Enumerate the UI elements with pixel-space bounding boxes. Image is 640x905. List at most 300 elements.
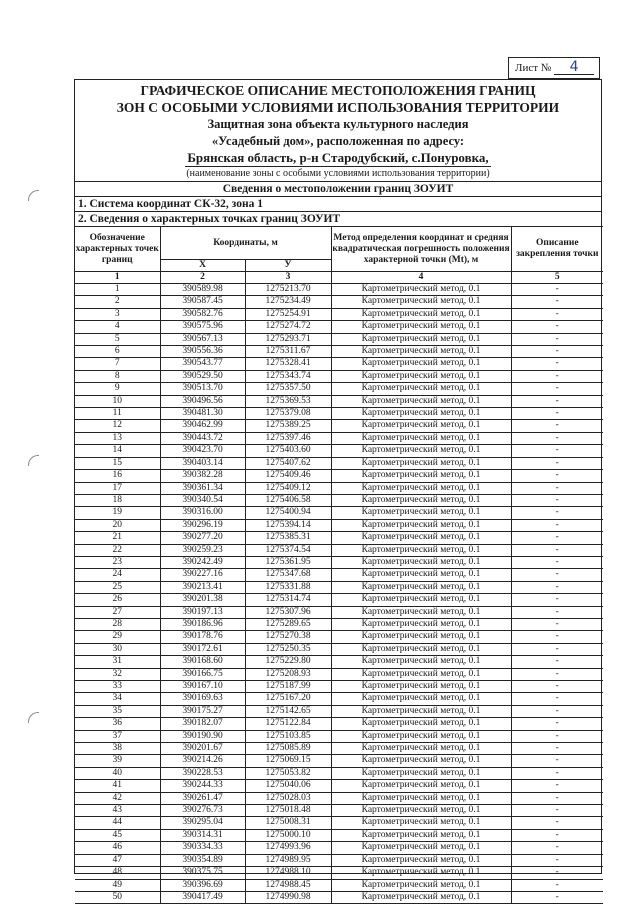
subtitle-line-1: Защитная зона объекта культурного наследия	[207, 117, 469, 131]
method-cell: Картометрический метод, 0.1	[331, 879, 511, 891]
point-id-cell: 25	[75, 581, 160, 593]
table-row	[75, 656, 603, 668]
point-id-cell: 23	[75, 556, 160, 568]
method-cell: Картометрический метод, 0.1	[331, 432, 511, 444]
fixing-description-cell: -	[511, 817, 603, 829]
method-cell: Картометрический метод, 0.1	[331, 594, 511, 606]
points-table	[75, 226, 603, 904]
y-coordinate-cell: 1275229.80	[245, 656, 331, 668]
table-row	[75, 842, 603, 854]
method-cell: Картометрический метод, 0.1	[331, 470, 511, 482]
table-row	[75, 296, 603, 308]
x-coordinate-cell: 390462.99	[160, 420, 245, 432]
method-cell: Картометрический метод, 0.1	[331, 693, 511, 705]
method-cell: Картометрический метод, 0.1	[331, 842, 511, 854]
points-section-title: 2. Сведения о характерных точках границ ЗОУИТ	[75, 211, 601, 226]
fixing-description-cell: -	[511, 879, 603, 891]
y-coordinate-cell: 1275369.53	[245, 395, 331, 407]
point-id-cell: 40	[75, 767, 160, 779]
method-cell: Картометрический метод, 0.1	[331, 668, 511, 680]
table-row	[75, 631, 603, 643]
subtitle-line-2: «Усадебный дом», расположенная по адресу:	[211, 133, 465, 148]
y-coordinate-cell: 1275307.96	[245, 606, 331, 618]
y-coordinate-cell: 1275379.08	[245, 408, 331, 420]
y-coordinate-cell: 1274988.45	[245, 879, 331, 891]
y-coordinate-cell: 1275409.12	[245, 482, 331, 494]
fixing-description-cell: -	[511, 730, 603, 742]
point-id-cell: 45	[75, 829, 160, 841]
fixing-description-cell: -	[511, 519, 603, 531]
x-coordinate-cell: 390334.33	[160, 842, 245, 854]
method-cell: Картометрический метод, 0.1	[331, 805, 511, 817]
point-id-cell: 8	[75, 370, 160, 382]
method-cell: Картометрический метод, 0.1	[331, 631, 511, 643]
table-row	[75, 817, 603, 829]
fixing-description-cell: -	[511, 693, 603, 705]
x-coordinate-cell: 390513.70	[160, 383, 245, 395]
method-cell: Картометрический метод, 0.1	[331, 705, 511, 717]
fixing-description-cell: -	[511, 643, 603, 655]
y-coordinate-cell: 1274988.10	[245, 867, 331, 879]
fixing-description-cell: -	[511, 792, 603, 804]
method-cell: Картометрический метод, 0.1	[331, 383, 511, 395]
point-id-cell: 16	[75, 470, 160, 482]
x-coordinate-cell: 390277.20	[160, 532, 245, 544]
method-cell: Картометрический метод, 0.1	[331, 581, 511, 593]
fixing-description-cell: -	[511, 705, 603, 717]
table-row	[75, 494, 603, 506]
y-coordinate-cell: 1275122.84	[245, 718, 331, 730]
coordinate-system: 1. Система координат СК-32, зона 1	[75, 196, 601, 211]
point-id-cell: 14	[75, 445, 160, 457]
fixing-description-cell: -	[511, 321, 603, 333]
x-coordinate-cell: 390382.28	[160, 470, 245, 482]
x-coordinate-cell: 390178.76	[160, 631, 245, 643]
table-row	[75, 718, 603, 730]
method-cell: Картометрический метод, 0.1	[331, 519, 511, 531]
point-id-cell: 42	[75, 792, 160, 804]
x-coordinate-cell: 390417.49	[160, 891, 245, 903]
table-row	[75, 693, 603, 705]
y-coordinate-cell: 1275000.10	[245, 829, 331, 841]
table-row	[75, 643, 603, 655]
y-coordinate-cell: 1275314.74	[245, 594, 331, 606]
x-coordinate-cell: 390496.56	[160, 395, 245, 407]
table-row	[75, 445, 603, 457]
y-coordinate-cell: 1274989.95	[245, 854, 331, 866]
fixing-description-cell: -	[511, 656, 603, 668]
table-row	[75, 743, 603, 755]
method-cell: Картометрический метод, 0.1	[331, 780, 511, 792]
y-coordinate-cell: 1275343.74	[245, 370, 331, 382]
y-coordinate-cell: 1275406.58	[245, 494, 331, 506]
table-row	[75, 569, 603, 581]
x-coordinate-cell: 390354.89	[160, 854, 245, 866]
fixing-description-cell: -	[511, 569, 603, 581]
point-id-cell: 1	[75, 284, 160, 296]
fixing-description-cell: -	[511, 346, 603, 358]
method-cell: Картометрический метод, 0.1	[331, 743, 511, 755]
y-coordinate-cell: 1275270.38	[245, 631, 331, 643]
y-coordinate-cell: 1275289.65	[245, 618, 331, 630]
method-cell: Картометрический метод, 0.1	[331, 792, 511, 804]
column-header-method: Метод определения координат и средняя квадратическая погрешность положения характерной точки (Мt), м	[331, 227, 511, 272]
fixing-description-cell: -	[511, 420, 603, 432]
point-id-cell: 27	[75, 606, 160, 618]
scan-hole-mark	[28, 455, 39, 466]
point-id-cell: 26	[75, 594, 160, 606]
fixing-description-cell: -	[511, 370, 603, 382]
fixing-description-cell: -	[511, 507, 603, 519]
x-coordinate-cell: 390314.31	[160, 829, 245, 841]
point-id-cell: 22	[75, 544, 160, 556]
point-id-cell: 13	[75, 432, 160, 444]
table-row	[75, 519, 603, 531]
point-id-cell: 32	[75, 668, 160, 680]
document-frame	[74, 79, 602, 902]
column-header-coordinates: Координаты, м	[160, 227, 331, 260]
column-number-2: 2	[160, 272, 245, 284]
method-cell: Картометрический метод, 0.1	[331, 358, 511, 370]
y-coordinate-cell: 1275085.89	[245, 743, 331, 755]
y-coordinate-cell: 1275069.15	[245, 755, 331, 767]
table-row	[75, 730, 603, 742]
method-cell: Картометрический метод, 0.1	[331, 445, 511, 457]
y-coordinate-cell: 1275361.95	[245, 556, 331, 568]
y-coordinate-cell: 1275008.31	[245, 817, 331, 829]
y-coordinate-cell: 1275142.65	[245, 705, 331, 717]
x-coordinate-cell: 390296.19	[160, 519, 245, 531]
point-id-cell: 6	[75, 346, 160, 358]
x-coordinate-cell: 390242.49	[160, 556, 245, 568]
point-id-cell: 39	[75, 755, 160, 767]
y-coordinate-cell: 1274993.96	[245, 842, 331, 854]
x-coordinate-cell: 390175.27	[160, 705, 245, 717]
method-cell: Картометрический метод, 0.1	[331, 730, 511, 742]
x-coordinate-cell: 390182.07	[160, 718, 245, 730]
y-coordinate-cell: 1275400.94	[245, 507, 331, 519]
x-coordinate-cell: 390276.73	[160, 805, 245, 817]
fixing-description-cell: -	[511, 333, 603, 345]
point-id-cell: 37	[75, 730, 160, 742]
fixing-description-cell: -	[511, 854, 603, 866]
column-number-3: 3	[245, 272, 331, 284]
method-cell: Картометрический метод, 0.1	[331, 507, 511, 519]
method-cell: Картометрический метод, 0.1	[331, 606, 511, 618]
x-coordinate-cell: 390167.10	[160, 681, 245, 693]
fixing-description-cell: -	[511, 457, 603, 469]
y-coordinate-cell: 1275103.85	[245, 730, 331, 742]
table-row	[75, 854, 603, 866]
fixing-description-cell: -	[511, 581, 603, 593]
y-coordinate-cell: 1275403.60	[245, 445, 331, 457]
column-header-y: У	[245, 260, 331, 272]
method-cell: Картометрический метод, 0.1	[331, 284, 511, 296]
x-coordinate-cell: 390575.96	[160, 321, 245, 333]
method-cell: Картометрический метод, 0.1	[331, 854, 511, 866]
table-row	[75, 308, 603, 320]
points-table-body	[75, 284, 603, 904]
x-coordinate-cell: 390295.04	[160, 817, 245, 829]
fixing-description-cell: -	[511, 408, 603, 420]
x-coordinate-cell: 390201.38	[160, 594, 245, 606]
method-cell: Картометрический метод, 0.1	[331, 333, 511, 345]
y-coordinate-cell: 1275389.25	[245, 420, 331, 432]
x-coordinate-cell: 390214.26	[160, 755, 245, 767]
y-coordinate-cell: 1275028.03	[245, 792, 331, 804]
table-row	[75, 532, 603, 544]
x-coordinate-cell: 390403.14	[160, 457, 245, 469]
x-coordinate-cell: 390316.00	[160, 507, 245, 519]
address-line: Брянская область, р-н Стародубский, с.Понуровка,	[187, 150, 489, 165]
point-id-cell: 50	[75, 891, 160, 903]
method-cell: Картометрический метод, 0.1	[331, 296, 511, 308]
method-cell: Картометрический метод, 0.1	[331, 817, 511, 829]
y-coordinate-cell: 1275397.46	[245, 432, 331, 444]
x-coordinate-cell: 390361.34	[160, 482, 245, 494]
column-number-5: 5	[511, 272, 603, 284]
y-coordinate-cell: 1275018.48	[245, 805, 331, 817]
table-row	[75, 668, 603, 680]
point-id-cell: 4	[75, 321, 160, 333]
fixing-description-cell: -	[511, 606, 603, 618]
point-id-cell: 48	[75, 867, 160, 879]
fixing-description-cell: -	[511, 767, 603, 779]
y-coordinate-cell: 1275385.31	[245, 532, 331, 544]
fixing-description-cell: -	[511, 470, 603, 482]
y-coordinate-cell: 1275254.91	[245, 308, 331, 320]
y-coordinate-cell: 1275328.41	[245, 358, 331, 370]
method-cell: Картометрический метод, 0.1	[331, 395, 511, 407]
y-coordinate-cell: 1275250.35	[245, 643, 331, 655]
column-header-description: Описание закрепления точки	[511, 227, 603, 272]
table-row	[75, 482, 603, 494]
fixing-description-cell: -	[511, 296, 603, 308]
x-coordinate-cell: 390261.47	[160, 792, 245, 804]
table-row	[75, 507, 603, 519]
scan-hole-mark	[28, 712, 39, 723]
x-coordinate-cell: 390529.50	[160, 370, 245, 382]
y-coordinate-cell: 1275394.14	[245, 519, 331, 531]
table-row	[75, 867, 603, 879]
point-id-cell: 2	[75, 296, 160, 308]
x-coordinate-cell: 390582.76	[160, 308, 245, 320]
table-row	[75, 594, 603, 606]
table-row	[75, 346, 603, 358]
point-id-cell: 18	[75, 494, 160, 506]
fixing-description-cell: -	[511, 544, 603, 556]
x-coordinate-cell: 390227.16	[160, 569, 245, 581]
point-id-cell: 33	[75, 681, 160, 693]
y-coordinate-cell: 1275234.49	[245, 296, 331, 308]
fixing-description-cell: -	[511, 631, 603, 643]
point-id-cell: 36	[75, 718, 160, 730]
y-coordinate-cell: 1275274.72	[245, 321, 331, 333]
x-coordinate-cell: 390201.67	[160, 743, 245, 755]
fixing-description-cell: -	[511, 743, 603, 755]
method-cell: Картометрический метод, 0.1	[331, 420, 511, 432]
fixing-description-cell: -	[511, 805, 603, 817]
title-line-1: ГРАФИЧЕСКОЕ ОПИСАНИЕ МЕСТОПОЛОЖЕНИЯ ГРАНИЦ	[140, 83, 536, 98]
point-id-cell: 46	[75, 842, 160, 854]
sheet-number: 4	[554, 60, 594, 75]
column-number-1: 1	[75, 272, 160, 284]
x-coordinate-cell: 390423.70	[160, 445, 245, 457]
x-coordinate-cell: 390481.30	[160, 408, 245, 420]
y-coordinate-cell: 1275311.67	[245, 346, 331, 358]
table-row	[75, 333, 603, 345]
table-row	[75, 358, 603, 370]
y-coordinate-cell: 1275357.50	[245, 383, 331, 395]
y-coordinate-cell: 1274990.98	[245, 891, 331, 903]
scan-hole-mark	[28, 190, 39, 201]
point-id-cell: 44	[75, 817, 160, 829]
method-cell: Картометрический метод, 0.1	[331, 532, 511, 544]
x-coordinate-cell: 390443.72	[160, 432, 245, 444]
table-row	[75, 681, 603, 693]
y-coordinate-cell: 1275208.93	[245, 668, 331, 680]
method-cell: Картометрический метод, 0.1	[331, 308, 511, 320]
y-coordinate-cell: 1275347.68	[245, 569, 331, 581]
point-id-cell: 10	[75, 395, 160, 407]
method-cell: Картометрический метод, 0.1	[331, 482, 511, 494]
x-coordinate-cell: 390213.41	[160, 581, 245, 593]
fixing-description-cell: -	[511, 594, 603, 606]
y-coordinate-cell: 1275040.06	[245, 780, 331, 792]
sheet-number-box	[508, 57, 600, 79]
fixing-description-cell: -	[511, 842, 603, 854]
y-coordinate-cell: 1275407.62	[245, 457, 331, 469]
x-coordinate-cell: 390228.53	[160, 767, 245, 779]
method-cell: Картометрический метод, 0.1	[331, 569, 511, 581]
table-row	[75, 581, 603, 593]
method-cell: Картометрический метод, 0.1	[331, 618, 511, 630]
fixing-description-cell: -	[511, 556, 603, 568]
point-id-cell: 9	[75, 383, 160, 395]
point-id-cell: 49	[75, 879, 160, 891]
method-cell: Картометрический метод, 0.1	[331, 718, 511, 730]
table-row	[75, 470, 603, 482]
table-row	[75, 321, 603, 333]
column-number-4: 4	[331, 272, 511, 284]
point-id-cell: 5	[75, 333, 160, 345]
fixing-description-cell: -	[511, 432, 603, 444]
point-id-cell: 24	[75, 569, 160, 581]
table-row	[75, 284, 603, 296]
point-id-cell: 17	[75, 482, 160, 494]
x-coordinate-cell: 390340.54	[160, 494, 245, 506]
fixing-description-cell: -	[511, 532, 603, 544]
fixing-description-cell: -	[511, 755, 603, 767]
x-coordinate-cell: 390589.98	[160, 284, 245, 296]
point-id-cell: 3	[75, 308, 160, 320]
method-cell: Картометрический метод, 0.1	[331, 681, 511, 693]
table-row	[75, 383, 603, 395]
method-cell: Картометрический метод, 0.1	[331, 767, 511, 779]
point-id-cell: 20	[75, 519, 160, 531]
point-id-cell: 21	[75, 532, 160, 544]
y-coordinate-cell: 1275293.71	[245, 333, 331, 345]
point-id-cell: 7	[75, 358, 160, 370]
point-id-cell: 15	[75, 457, 160, 469]
fixing-description-cell: -	[511, 358, 603, 370]
point-id-cell: 31	[75, 656, 160, 668]
table-row	[75, 606, 603, 618]
y-coordinate-cell: 1275213.70	[245, 284, 331, 296]
method-cell: Картометрический метод, 0.1	[331, 494, 511, 506]
table-row	[75, 879, 603, 891]
x-coordinate-cell: 390259.23	[160, 544, 245, 556]
point-id-cell: 34	[75, 693, 160, 705]
table-row	[75, 395, 603, 407]
x-coordinate-cell: 390186.96	[160, 618, 245, 630]
fixing-description-cell: -	[511, 383, 603, 395]
fixing-description-cell: -	[511, 284, 603, 296]
fixing-description-cell: -	[511, 445, 603, 457]
method-cell: Картометрический метод, 0.1	[331, 556, 511, 568]
table-row	[75, 420, 603, 432]
point-id-cell: 43	[75, 805, 160, 817]
point-id-cell: 41	[75, 780, 160, 792]
method-cell: Картометрический метод, 0.1	[331, 755, 511, 767]
method-cell: Картометрический метод, 0.1	[331, 544, 511, 556]
point-id-cell: 38	[75, 743, 160, 755]
x-coordinate-cell: 390168.60	[160, 656, 245, 668]
table-row	[75, 432, 603, 444]
method-cell: Картометрический метод, 0.1	[331, 643, 511, 655]
x-coordinate-cell: 390543.77	[160, 358, 245, 370]
fixing-description-cell: -	[511, 867, 603, 879]
point-id-cell: 12	[75, 420, 160, 432]
fixing-description-cell: -	[511, 618, 603, 630]
x-coordinate-cell: 390567.13	[160, 333, 245, 345]
x-coordinate-cell: 390166.75	[160, 668, 245, 680]
x-coordinate-cell: 390396.69	[160, 879, 245, 891]
point-id-cell: 11	[75, 408, 160, 420]
method-cell: Картометрический метод, 0.1	[331, 891, 511, 903]
x-coordinate-cell: 390375.75	[160, 867, 245, 879]
table-row	[75, 705, 603, 717]
point-id-cell: 35	[75, 705, 160, 717]
method-cell: Картометрический метод, 0.1	[331, 346, 511, 358]
fixing-description-cell: -	[511, 482, 603, 494]
sheet-label: Лист №	[515, 62, 552, 74]
table-row	[75, 829, 603, 841]
x-coordinate-cell: 390197.13	[160, 606, 245, 618]
table-row	[75, 544, 603, 556]
table-row	[75, 780, 603, 792]
point-id-cell: 28	[75, 618, 160, 630]
point-id-cell: 47	[75, 854, 160, 866]
fixing-description-cell: -	[511, 308, 603, 320]
y-coordinate-cell: 1275374.54	[245, 544, 331, 556]
column-header-point: Обозначение характерных точек границ	[75, 227, 160, 272]
y-coordinate-cell: 1275053.82	[245, 767, 331, 779]
method-cell: Картометрический метод, 0.1	[331, 408, 511, 420]
y-coordinate-cell: 1275409.46	[245, 470, 331, 482]
table-row	[75, 767, 603, 779]
fixing-description-cell: -	[511, 829, 603, 841]
point-id-cell: 30	[75, 643, 160, 655]
zone-name-note: (наименование зоны с особыми условиями использования территории)	[186, 168, 490, 179]
method-cell: Картометрический метод, 0.1	[331, 457, 511, 469]
table-row	[75, 805, 603, 817]
fixing-description-cell: -	[511, 395, 603, 407]
document-header	[75, 80, 601, 181]
point-id-cell: 19	[75, 507, 160, 519]
table-row	[75, 891, 603, 903]
fixing-description-cell: -	[511, 681, 603, 693]
